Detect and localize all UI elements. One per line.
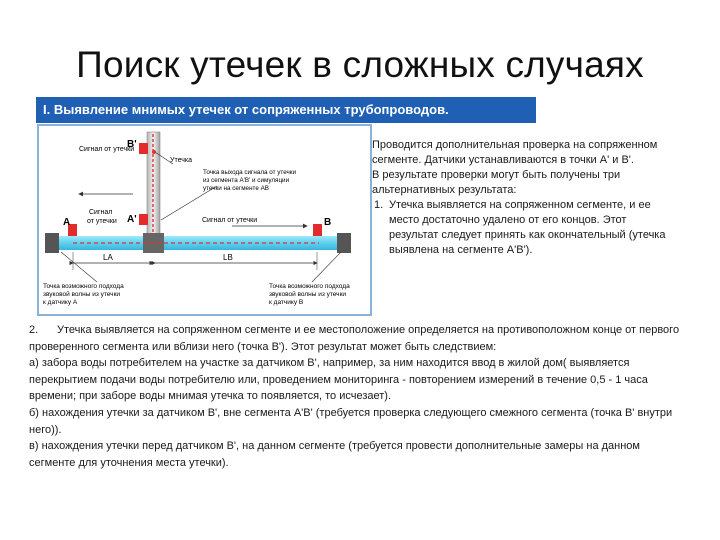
left-note-line1: Точка возможного подхода xyxy=(43,283,124,290)
sensor-b-prime xyxy=(139,143,148,154)
right-note-line2: звуковой волны из утечки xyxy=(269,291,347,298)
right-paragraph-1: Проводится дополнительная проверка на сопряженном сегменте. Датчики устанавливаются в точки A' и B'. xyxy=(372,139,658,166)
label-signal2-line1: Сигнал xyxy=(89,209,113,216)
list-item-2 xyxy=(29,322,684,355)
exit-point-line3: утечки на сегменте AB xyxy=(203,185,270,192)
label-signal-from-leak: Сигнал от утечки xyxy=(79,146,135,153)
label-signal3: Сигнал от утечки xyxy=(202,217,258,224)
label-signal2-line2: от утечки xyxy=(87,218,117,225)
left-note-line2: звуковой волны из утечки xyxy=(43,291,121,298)
left-flange xyxy=(45,233,59,253)
list-item-2-number: 2. xyxy=(29,324,39,336)
exit-point-line2: из сегмента A'B' и симуляции xyxy=(203,177,290,184)
consequence-b: б) нахождения утечки за датчиком B', вне сегмента A'B' (требуется проверка следующего смежного сегмента (точка B' внутри него)). xyxy=(29,406,673,436)
label-leak: Утечка xyxy=(170,157,192,164)
list-item-1-number: 1. xyxy=(374,199,384,211)
right-text-block xyxy=(372,138,672,258)
label-la: LA xyxy=(103,253,113,262)
left-note-line3: к датчику A xyxy=(43,299,78,306)
sensor-a-prime xyxy=(139,214,148,225)
vertical-pipe xyxy=(147,132,160,244)
label-lb: LB xyxy=(223,253,233,262)
label-b-prime: B' xyxy=(127,139,137,150)
sensor-b xyxy=(313,224,322,236)
label-a: A xyxy=(63,217,71,228)
section-header: I. Выявление мнимых утечек от сопряженных трубопроводов. xyxy=(36,97,536,123)
list-item-1 xyxy=(372,198,672,258)
label-b: B xyxy=(324,217,332,228)
consequence-a: а) забора воды потребителем на участке за датчиком B', например, за ним находится ввод в жилой дом( выявляется перекрытием подачи воды потребителю или, проведением мониторинга - повторением измерений в течение 0,5 - 1 часа времени; при заборе воды мнимая утечка то появляется, то исчезает). xyxy=(29,357,648,403)
right-flange xyxy=(337,233,351,253)
consequence-c: в) нахождения утечки перед датчиком B', на данном сегменте (требуется провести дополнительные замеры на данном сегменте для уточнения места утечки). xyxy=(29,440,640,469)
label-a-prime: A' xyxy=(127,214,137,225)
list-item-1-text: Утечка выявляется на сопряженном сегменте, и ее место достаточно удалено от его концов. Этот результат следует принять как окончательный (утечка выявлена на сегменте A'B'). xyxy=(389,199,666,256)
right-note-line1: Точка возможного подхода xyxy=(269,283,350,290)
bottom-text-block xyxy=(29,322,684,471)
right-note-line3: к датчику B xyxy=(269,299,304,306)
exit-point-line1: Точка выхода сигнала от утечки xyxy=(203,169,297,176)
right-paragraph-2: В результате проверки могут быть получены три альтернативных результата: xyxy=(372,169,621,196)
list-item-2-text: Утечка выявляется на сопряженном сегменте и ее местоположение определяется на противоположном конце от первого проверенного сегмента или вблизи него (точка B'). Этот результат может быть следствием: xyxy=(29,324,680,353)
slide-title: Поиск утечек в сложных случаях xyxy=(76,44,644,85)
pipeline-diagram xyxy=(37,124,372,316)
leak-point xyxy=(152,150,156,154)
